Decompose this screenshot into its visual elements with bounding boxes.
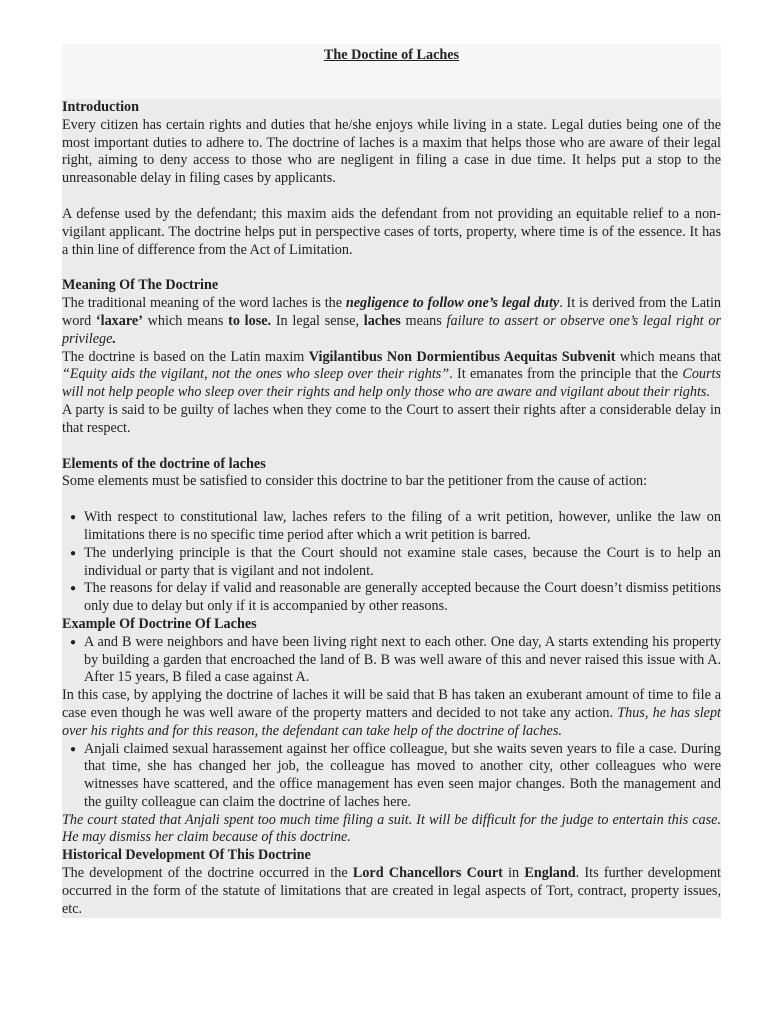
introduction-paragraph-1: Every citizen has certain rights and duties that he/she enjoys while living in a state. Legal duties being one of the most important duties to adhere to. The doctrine of laches is a maxim that helps those who are aware of their legal right, aiming to deny access to those who are negligent in filing a case in due time. It helps put a stop to the unreasonable delay in filing cases by applicants. [62, 116, 721, 187]
example-paragraph-2: The court stated that Anjali spent too much time filing a suit. It will be difficult for the judge to entertain this case. He may dismiss her claim because of this doctrine. [62, 811, 721, 846]
meaning-heading: Meaning Of The Doctrine [62, 277, 219, 294]
elements-bullet-1: ● With respect to constitutional law, laches refers to the filing of a writ petition, however, unlike the law on limitations there is no specific time period after which a writ petition is barred. [62, 509, 721, 545]
bullet-icon: ● [69, 583, 77, 595]
document-title: The Doctine of Laches [323, 47, 460, 63]
example-bullet-1: ● A and B were neighbors and have been living right next to each other. One day, A starts extending his property by building a garden that encroached the land of B. B was well aware of this and never raised this issue with A. After 15 years, B filed a case against A. [62, 634, 721, 687]
history-paragraph: The development of the doctrine occurred in the Lord Chancellors Court in England. Its further development occurred in the form of the statute of limitations that are created in legal aspects of Tort, contract, property issues, etc. [62, 865, 721, 917]
document-page [62, 44, 721, 918]
meaning-paragraph-3: A party is said to be guilty of laches when they come to the Court to assert their rights after a considerable delay in that respect. [62, 401, 721, 436]
introduction-paragraph-2: A defense used by the defendant; this maxim aids the defendant from not providing an equitable relief to a non-vigilant applicant. The doctrine helps put in perspective cases of torts, property, where time is of the essence. It has a thin line of difference from the Act of Limitation. [62, 205, 721, 258]
elements-heading: Elements of the doctrine of laches [62, 455, 266, 472]
example-paragraph-1: In this case, by applying the doctrine of laches it will be said that B has taken an exuberant amount of time to file a case even though he was well aware of the property matters and decided to not take any action. Thus, he has slept over his rights and for this reason, the defendant can take help of the doctrine of laches. [62, 687, 721, 739]
document-body [62, 99, 721, 918]
meaning-paragraph-2: The doctrine is based on the Latin maxim Vigilantibus Non Dormientibus Aequitas Subvenit which means that “Equity aids the vigilant, not the ones who sleep over their rights”. It emanates from the principle that the Courts will not help people who sleep over their rights and help only those who are aware and vigilant about their rights. [62, 348, 721, 401]
bullet-icon: ● [69, 636, 77, 648]
example-heading: Example Of Doctrine Of Laches [62, 615, 257, 632]
introduction-heading: Introduction [62, 99, 139, 115]
meaning-paragraph-1: The traditional meaning of the word laches is the negligence to follow one’s legal duty. It is derived from the Latin word ‘laxare’ which means to lose. In legal sense, laches means failure to assert or observe one’s legal right or privilege. [62, 295, 721, 347]
elements-bullet-3: ● The reasons for delay if valid and reasonable are generally accepted because the Court doesn’t dismiss petitions only due to delay but only if it is accompanied by other reasons. [62, 580, 721, 616]
history-heading: Historical Development Of This Doctrine [62, 847, 311, 864]
bullet-icon: ● [69, 512, 77, 524]
bullet-icon: ● [69, 743, 77, 755]
elements-intro: Some elements must be satisfied to consider this doctrine to bar the petitioner from the cause of action: [62, 473, 648, 490]
example-bullet-2: ● Anjali claimed sexual harassement against her office colleague, but she waits seven years to file a case. During that time, she has changed her job, the colleague has moved to another city, other colleagues who were witnesses have scattered, and the office management has even seen major changes. Both the management and the guilty colleague can claim the doctrine of laches here. [62, 741, 721, 812]
bullet-icon: ● [69, 547, 77, 559]
title-block [62, 44, 721, 99]
elements-bullet-2: ● The underlying principle is that the Court should not examine stale cases, because the Court is to help an individual or party that is vigilant and not indolent. [62, 545, 721, 581]
